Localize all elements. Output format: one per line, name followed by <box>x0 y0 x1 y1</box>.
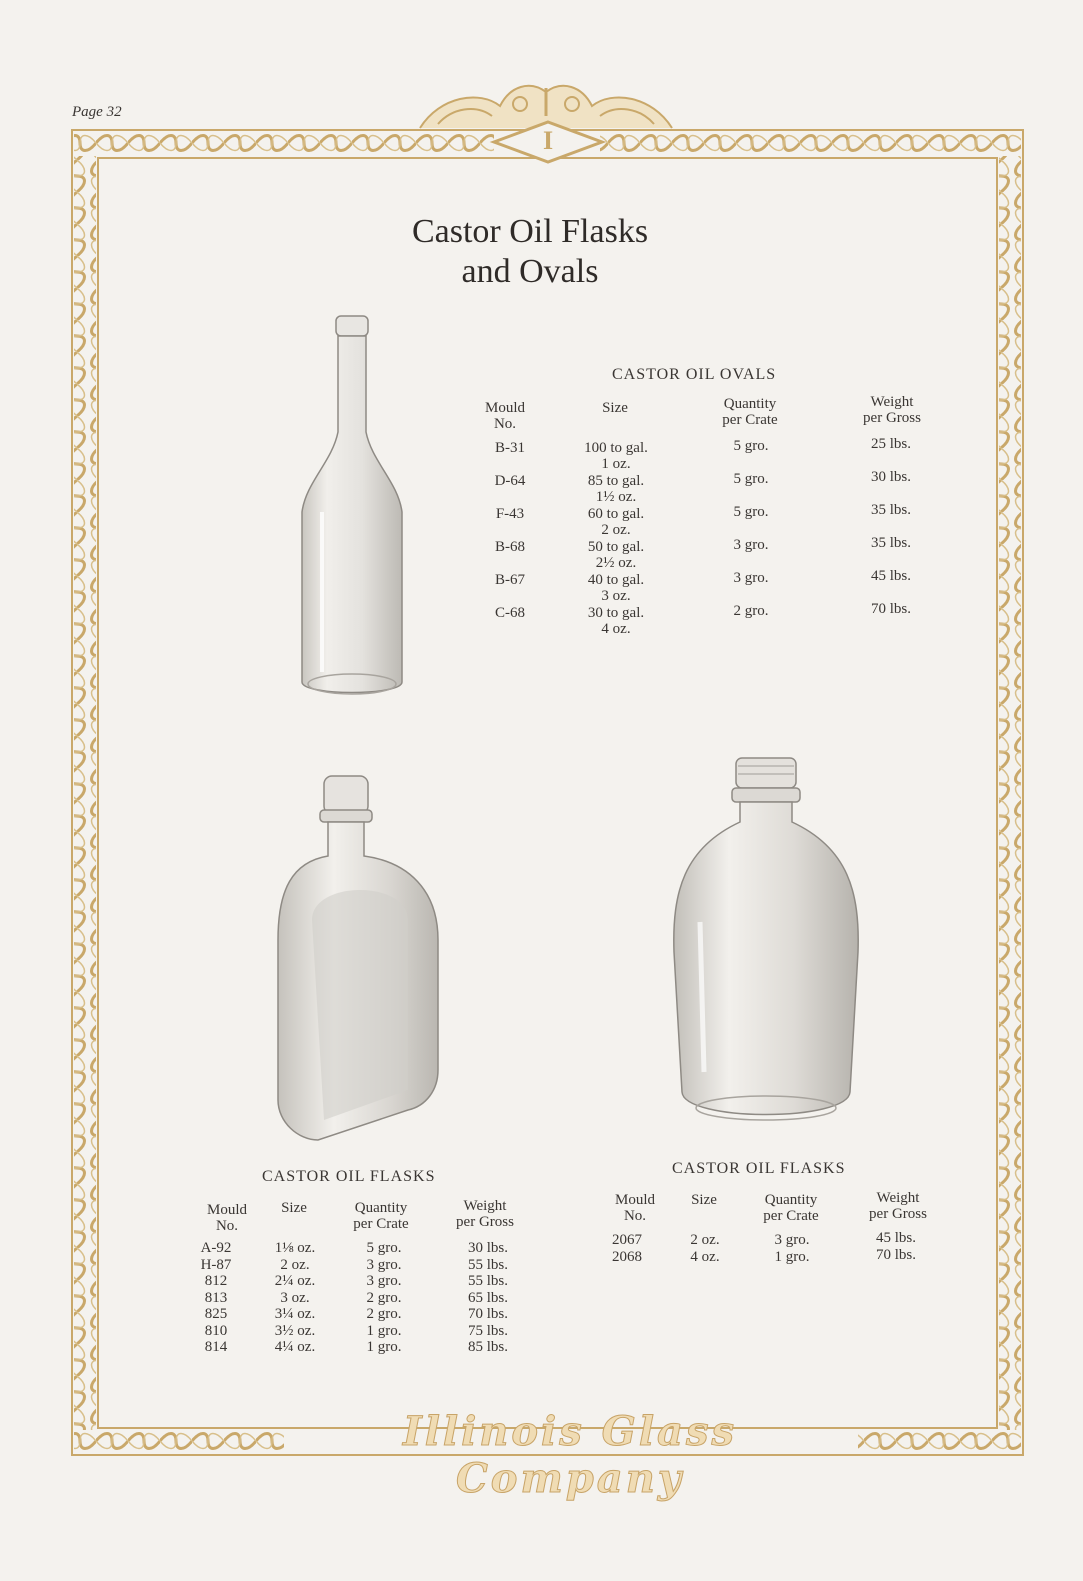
weight-cell: 35 lbs. <box>870 535 911 551</box>
weight-cell: 45 lbs. <box>875 1230 916 1246</box>
weight-cell: 75 lbs. <box>467 1322 508 1339</box>
weight-cell: 45 lbs. <box>870 568 911 584</box>
size-cell: 4 oz. <box>690 1249 720 1265</box>
mould-cell: C-68 <box>495 605 525 621</box>
header-weight: Weight per Gross <box>863 394 921 426</box>
header-mould: Mould No. <box>484 400 525 432</box>
weight-cell: 70 lbs. <box>467 1306 508 1322</box>
mould-cell: 812 <box>204 1273 228 1289</box>
header-size: Size <box>281 1200 307 1216</box>
castor-oil-ovals-table <box>470 362 950 662</box>
weight-cell: 35 lbs. <box>870 502 911 518</box>
quantity-cell: 5 gro. <box>733 504 769 520</box>
size-cell: 30 to gal. 4 oz. <box>587 605 645 637</box>
header-weight: Weight per Gross <box>456 1198 514 1230</box>
mould-cell: B-68 <box>495 539 525 555</box>
weight-cell: 70 lbs. <box>875 1247 916 1263</box>
mould-cell: 814 <box>204 1339 228 1355</box>
mould-cell: 810 <box>204 1322 228 1339</box>
quantity-cell: 3 gro. <box>366 1256 402 1273</box>
castor-oil-flask-shovel-illustration <box>268 770 456 1150</box>
title-line-1: Castor Oil Flasks <box>411 213 649 250</box>
header-size: Size <box>691 1192 717 1208</box>
header-quantity: Quantity per Crate <box>722 396 778 428</box>
quantity-cell: 1 gro. <box>366 1322 402 1339</box>
mould-cell: B-31 <box>495 440 525 456</box>
weight-cell: 25 lbs. <box>870 436 911 452</box>
quantity-cell: 1 gro. <box>774 1249 810 1265</box>
size-cell: 3 oz. <box>280 1289 310 1306</box>
header-size: Size <box>602 400 628 416</box>
quantity-cell: 5 gro. <box>733 438 769 454</box>
quantity-cell: 2 gro. <box>366 1306 402 1322</box>
mould-cell: H-87 <box>200 1256 232 1273</box>
castor-oil-oval-bottle-illustration <box>292 312 412 704</box>
table-caption: CASTOR OIL FLASKS <box>672 1160 846 1177</box>
size-cell: 40 to gal. 3 oz. <box>587 572 645 604</box>
mould-cell: 2068 <box>612 1249 642 1265</box>
size-cell: 60 to gal. 2 oz. <box>587 506 645 538</box>
emblem-letter: I <box>542 126 554 155</box>
company-wordmark: Illinois Glass Company <box>402 1408 737 1502</box>
weight-cell: 65 lbs. <box>467 1289 508 1306</box>
size-cell: 100 to gal. 1 oz. <box>584 440 648 472</box>
weight-cell: 30 lbs. <box>467 1240 508 1256</box>
size-cell: 2 oz. <box>280 1256 310 1273</box>
page-number: Page 32 <box>72 104 122 120</box>
header-mould: Mould No. <box>206 1202 247 1234</box>
mould-cell: A-92 <box>200 1240 232 1256</box>
header-mould: Mould No. <box>614 1192 655 1224</box>
weight-cell: 70 lbs. <box>870 601 911 617</box>
mould-cell: F-43 <box>495 506 525 522</box>
quantity-cell: 3 gro. <box>366 1273 402 1289</box>
mould-cell: B-67 <box>495 572 525 588</box>
mould-cell: 813 <box>204 1289 228 1306</box>
mould-cell: 825 <box>204 1306 228 1322</box>
quantity-cell: 5 gro. <box>733 471 769 487</box>
quantity-cell: 3 gro. <box>774 1232 810 1248</box>
castor-oil-flask-round-illustration <box>664 752 868 1132</box>
quantity-cell: 5 gro. <box>366 1240 402 1256</box>
size-cell: 3½ oz. <box>274 1322 316 1339</box>
castor-oil-flasks-table-right <box>604 1160 954 1280</box>
weight-cell: 85 lbs. <box>467 1339 508 1355</box>
size-cell: 1⅛ oz. <box>274 1240 316 1256</box>
title-line-2: and Ovals <box>461 253 599 290</box>
quantity-cell: 3 gro. <box>733 570 769 586</box>
size-cell: 85 to gal. 1½ oz. <box>587 473 645 505</box>
mould-cell: 2067 <box>612 1232 642 1248</box>
quantity-cell: 1 gro. <box>366 1339 402 1355</box>
page-title <box>340 212 720 292</box>
size-cell: 2¼ oz. <box>274 1273 316 1289</box>
quantity-cell: 2 gro. <box>366 1289 402 1306</box>
header-weight: Weight per Gross <box>869 1190 927 1222</box>
size-cell: 4¼ oz. <box>274 1339 316 1355</box>
header-quantity: Quantity per Crate <box>763 1192 819 1224</box>
weight-cell: 30 lbs. <box>870 469 911 485</box>
table-caption: CASTOR OIL FLASKS <box>262 1168 436 1185</box>
size-cell: 2 oz. <box>690 1232 720 1248</box>
weight-cell: 55 lbs. <box>467 1273 508 1289</box>
header-quantity: Quantity per Crate <box>353 1200 409 1232</box>
size-cell: 50 to gal. 2½ oz. <box>587 539 645 571</box>
mould-cell: D-64 <box>494 473 526 489</box>
castor-oil-flasks-table-left <box>196 1168 536 1368</box>
quantity-cell: 2 gro. <box>733 603 769 619</box>
table-caption: CASTOR OIL OVALS <box>612 366 777 383</box>
size-cell: 3¼ oz. <box>274 1306 316 1322</box>
quantity-cell: 3 gro. <box>733 537 769 553</box>
weight-cell: 55 lbs. <box>467 1256 508 1273</box>
